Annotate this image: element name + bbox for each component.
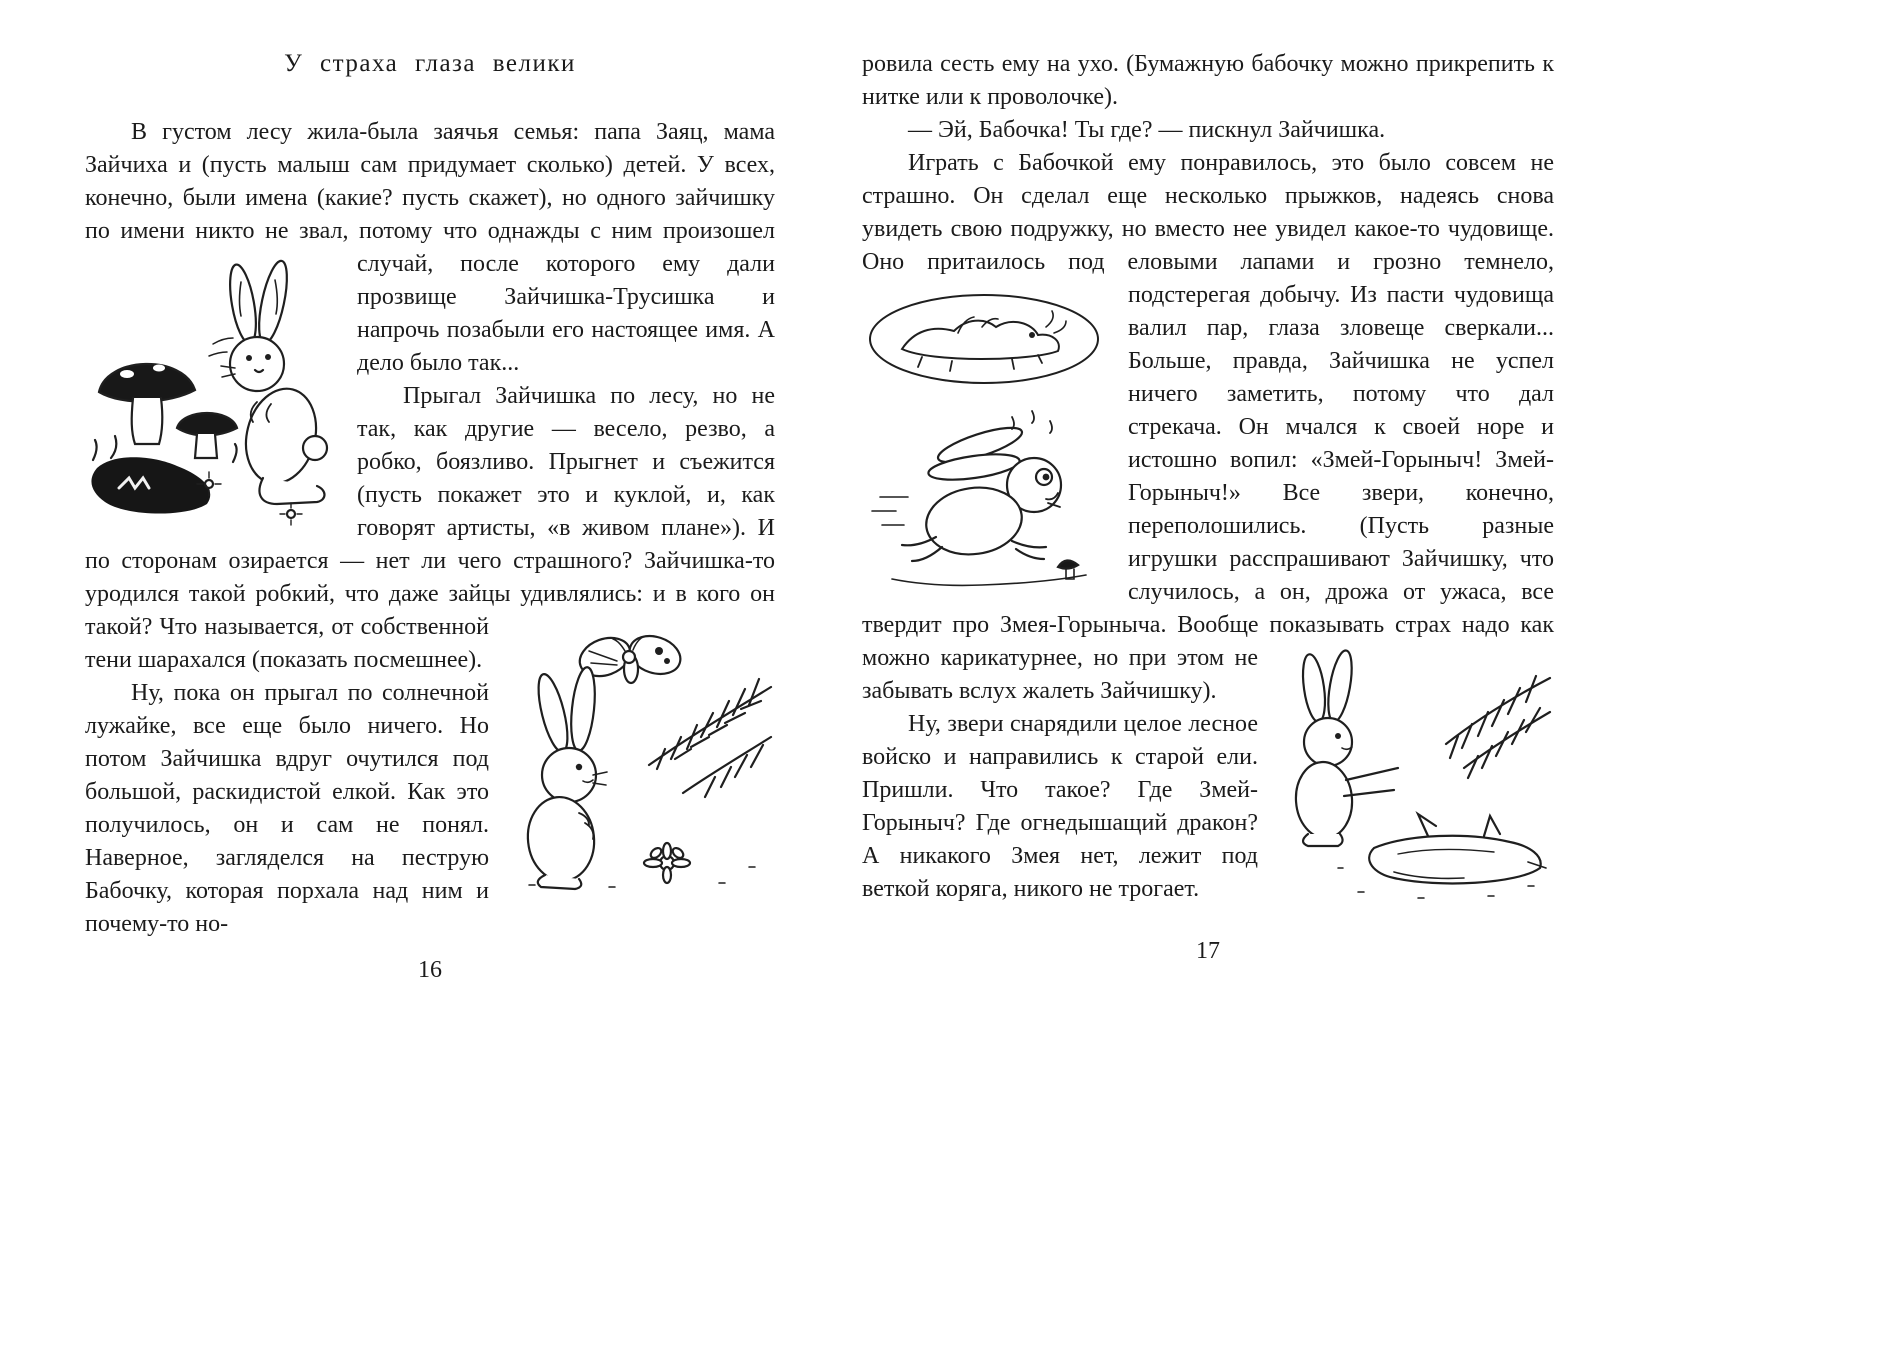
page-number-17: 17 — [1196, 938, 1220, 964]
rabbit-butterfly-drawing — [509, 617, 775, 897]
running-rabbit-drawing — [862, 401, 1108, 597]
paragraph-5-dialogue — [862, 114, 1554, 147]
paragraph-2-segment-b: Что называется, от собственной тени шарахался (показать посмешнее). — [85, 614, 490, 673]
paragraph-1-segment-a: В густом лесу жила-была заячья семья: папа Заяц, мама Зайчиха и (пусть малыш сам придумает сколько) детей. У всех, конечно, были имена (какие? пусть скажет), но одного зайчишку по имени никто не звал, потому что однажды с ним произошел случай, после которого ему дали — [85, 119, 775, 277]
rabbit-and-snag-illustration — [1278, 648, 1554, 912]
paragraph-1-segment-b: прозвище Зайчишка-Трусишка и напрочь позабыли его настоящее имя. А дело было так... — [357, 284, 775, 376]
rabbit-and-mushrooms-illustration — [85, 252, 337, 528]
log-monster-under-fir-illustration — [862, 283, 1108, 391]
rabbit-and-mushrooms-drawing — [85, 252, 337, 528]
paragraph-3-text: Ну, пока он прыгал по солнечной лужайке, все еще было ничего. Но потом Зайчишка вдруг очутился под большой, раскидистой елкой. Как это получилось, он и сам не понял. Наверное, загляделся на пеструю Бабочку, которая порхала над ним и почему-то но- — [85, 680, 489, 937]
paragraph-4-continuation — [862, 48, 1554, 114]
paragraph-6-segment-c: надо как можно карикатурнее, но при этом не забывать вслух жалеть Зайчишку). — [862, 612, 1554, 704]
page-17-text — [862, 48, 1554, 906]
paragraph-6-segment-b: темнело, подстерегая добычу. Из пасти чудовища валил пар, глаза зловеще сверкали... Больше, правда, Зайчишка не успел ничего заметить, потому что дал стрекача. Он мчался к своей норе и истошно вопил: «Змей-Горыныч! Змей-Горыныч!» Все звери, конечно, переполошились. (Пусть разные игрушки расспрашивают Зайчишку, что случилось, а он, дрожа от ужаса, все твердит про Змея-Горыныча. Вообще показывать страх — [862, 249, 1554, 638]
paragraph-7-text: Ну, звери снарядили целое лесное войско и направились к старой ели. Пришли. Что такое? Где Змей-Горыныч? Где огнедышащий дракон? А никакого Змея нет, лежит под веткой коряга, никого не трогает. — [862, 711, 1258, 902]
paragraph-2-segment-a: Прыгал Зайчишка по лесу, но не так, как другие — весело, резво, а робко, боязливо. Прыгнет и съежится (пусть покажет это и куклой, и, как говорят артисты, «в живом плане»). И по сторонам озирается — нет ли чего страшного? Зайчишка-то уродился такой робкий, что даже зайцы удивлялись: и в кого он такой? — [85, 383, 775, 640]
story-title: У страха глаза велики — [284, 50, 576, 77]
log-monster-drawing — [862, 283, 1108, 391]
paragraph-1 — [85, 116, 775, 380]
paragraph-6-segment-a: Играть с Бабочкой ему понравилось, это было совсем не страшно. Он сделал еще несколько прыжков, надеясь снова увидеть свою подружку, но вместо нее увидел какое-то чудовище. Оно притаилось под еловыми лапами и грозно — [862, 150, 1554, 275]
frightened-running-rabbit-illustration — [862, 401, 1108, 597]
rabbit-snag-drawing — [1278, 648, 1554, 912]
paragraph-4-text: ровила сесть ему на ухо. (Бумажную бабочку можно прикрепить к нитке или к проволочке). — [862, 51, 1554, 110]
paragraph-6 — [862, 147, 1554, 708]
page-16 — [85, 48, 775, 984]
paragraph-5-text: — Эй, Бабочка! Ты где? — пискнул Зайчишка. — [908, 117, 1386, 143]
illustration-stack — [862, 283, 1108, 597]
rabbit-looking-at-butterfly-illustration — [509, 617, 775, 897]
page-17 — [862, 48, 1554, 965]
page-number-16: 16 — [418, 957, 442, 983]
page-16-text — [85, 116, 775, 941]
